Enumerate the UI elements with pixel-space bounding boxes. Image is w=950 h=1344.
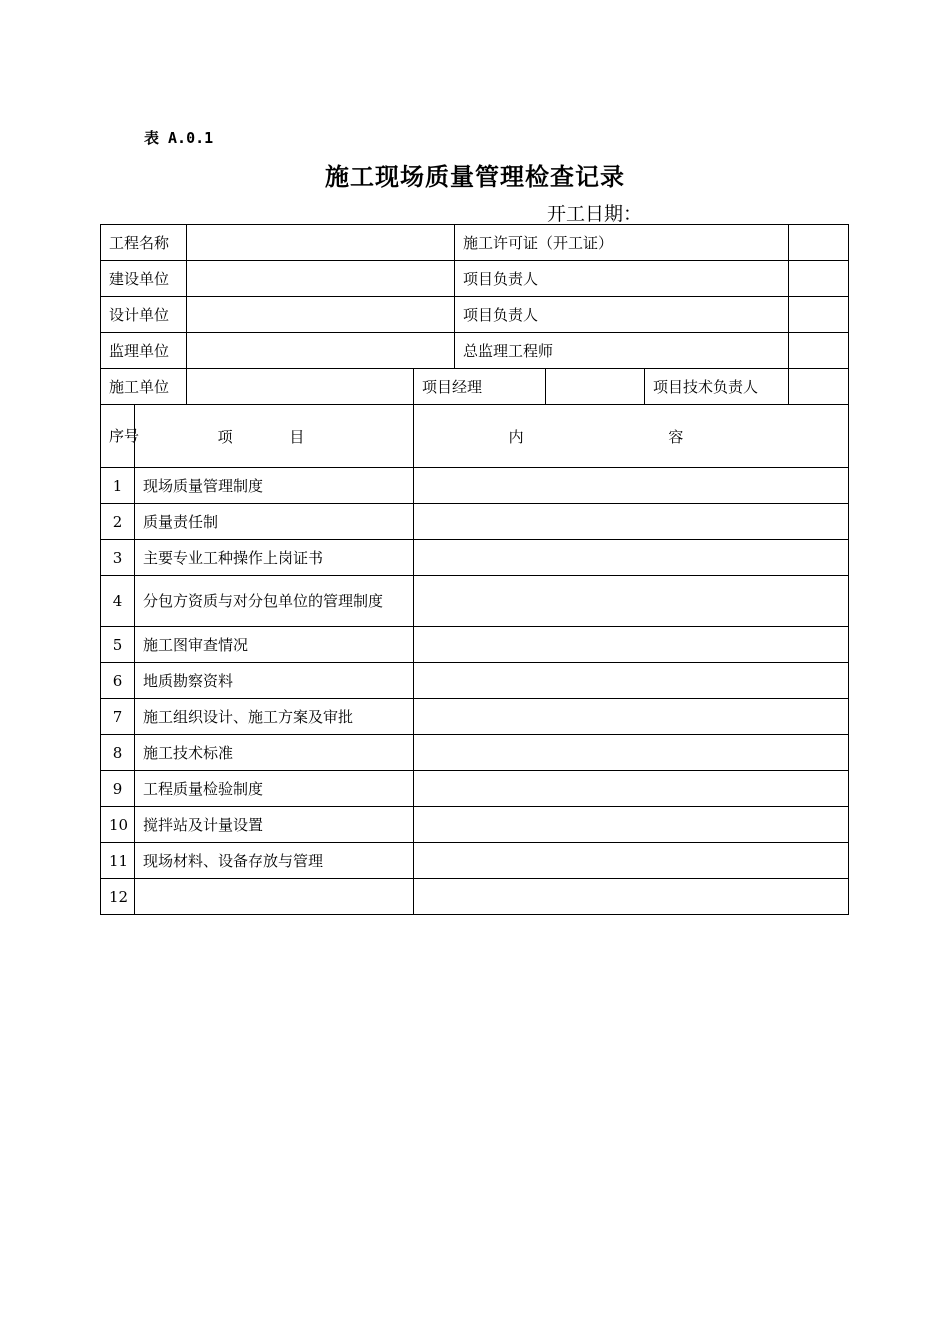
seq-header: 序号 — [101, 405, 135, 468]
chief-supervisor-label: 总监理工程师 — [455, 333, 789, 369]
builder-label: 建设单位 — [101, 261, 187, 297]
project-manager-cell[interactable] — [546, 369, 645, 405]
row-item[interactable] — [135, 879, 414, 915]
table-row — [101, 735, 849, 771]
table-row — [101, 627, 849, 663]
row-item: 主要专业工种操作上岗证书 — [135, 540, 414, 576]
designer-cell[interactable] — [187, 297, 455, 333]
row-number: 10 — [101, 807, 135, 843]
table-row — [101, 663, 849, 699]
table-row — [101, 576, 849, 627]
row-number: 6 — [101, 663, 135, 699]
table-row — [101, 771, 849, 807]
row-item: 现场材料、设备存放与管理 — [135, 843, 414, 879]
row-item: 施工图审查情况 — [135, 627, 414, 663]
contractor-cell[interactable] — [187, 369, 414, 405]
info-row-contractor — [101, 369, 849, 405]
builder-cell[interactable] — [187, 261, 455, 297]
row-number: 11 — [101, 843, 135, 879]
table-row — [101, 807, 849, 843]
row-number: 2 — [101, 504, 135, 540]
item-header: 项 目 — [135, 405, 414, 468]
row-content-cell[interactable] — [414, 576, 849, 627]
project-name-label: 工程名称 — [101, 225, 187, 261]
row-content-cell[interactable] — [414, 843, 849, 879]
row-content-cell[interactable] — [414, 627, 849, 663]
row-content-cell[interactable] — [414, 663, 849, 699]
permit-cell[interactable] — [789, 225, 849, 261]
table-row — [101, 843, 849, 879]
info-row-supervisor — [101, 333, 849, 369]
row-item: 施工技术标准 — [135, 735, 414, 771]
row-number: 9 — [101, 771, 135, 807]
info-row-project — [101, 225, 849, 261]
project-manager-label: 项目经理 — [414, 369, 546, 405]
row-item: 地质勘察资料 — [135, 663, 414, 699]
start-date-label: 开工日期： — [547, 203, 643, 225]
row-number: 7 — [101, 699, 135, 735]
info-row-builder — [101, 261, 849, 297]
row-content-cell[interactable] — [414, 735, 849, 771]
row-item: 搅拌站及计量设置 — [135, 807, 414, 843]
row-number: 4 — [101, 576, 135, 627]
row-content-cell[interactable] — [414, 771, 849, 807]
row-content-cell[interactable] — [414, 879, 849, 915]
row-number: 5 — [101, 627, 135, 663]
designer-label: 设计单位 — [101, 297, 187, 333]
permit-label: 施工许可证（开工证） — [455, 225, 789, 261]
row-content-cell[interactable] — [414, 540, 849, 576]
table-row — [101, 468, 849, 504]
tech-manager-cell[interactable] — [789, 369, 849, 405]
row-item: 工程质量检验制度 — [135, 771, 414, 807]
page-title: 施工现场质量管理检查记录 — [325, 162, 625, 191]
content-header: 内 容 — [414, 405, 849, 468]
row-number: 8 — [101, 735, 135, 771]
row-content-cell[interactable] — [414, 504, 849, 540]
table-row — [101, 879, 849, 915]
row-item: 质量责任制 — [135, 504, 414, 540]
row-number: 12 — [101, 879, 135, 915]
builder-manager-cell[interactable] — [789, 261, 849, 297]
table-row — [101, 504, 849, 540]
column-header-row — [101, 405, 849, 468]
table-row — [101, 540, 849, 576]
chief-supervisor-cell[interactable] — [789, 333, 849, 369]
contractor-label: 施工单位 — [101, 369, 187, 405]
row-item: 施工组织设计、施工方案及审批 — [135, 699, 414, 735]
designer-manager-label: 项目负责人 — [455, 297, 789, 333]
quality-check-table — [100, 224, 849, 915]
project-name-cell[interactable] — [187, 225, 455, 261]
designer-manager-cell[interactable] — [789, 297, 849, 333]
builder-manager-label: 项目负责人 — [455, 261, 789, 297]
row-item: 分包方资质与对分包单位的管理制度 — [135, 576, 414, 627]
row-content-cell[interactable] — [414, 699, 849, 735]
row-content-cell[interactable] — [414, 807, 849, 843]
table-number: 表 A.0.1 — [144, 129, 214, 147]
row-content-cell[interactable] — [414, 468, 849, 504]
table-row — [101, 699, 849, 735]
row-number: 1 — [101, 468, 135, 504]
supervisor-label: 监理单位 — [101, 333, 187, 369]
info-row-designer — [101, 297, 849, 333]
row-number: 3 — [101, 540, 135, 576]
supervisor-cell[interactable] — [187, 333, 455, 369]
tech-manager-label: 项目技术负责人 — [645, 369, 789, 405]
row-item: 现场质量管理制度 — [135, 468, 414, 504]
